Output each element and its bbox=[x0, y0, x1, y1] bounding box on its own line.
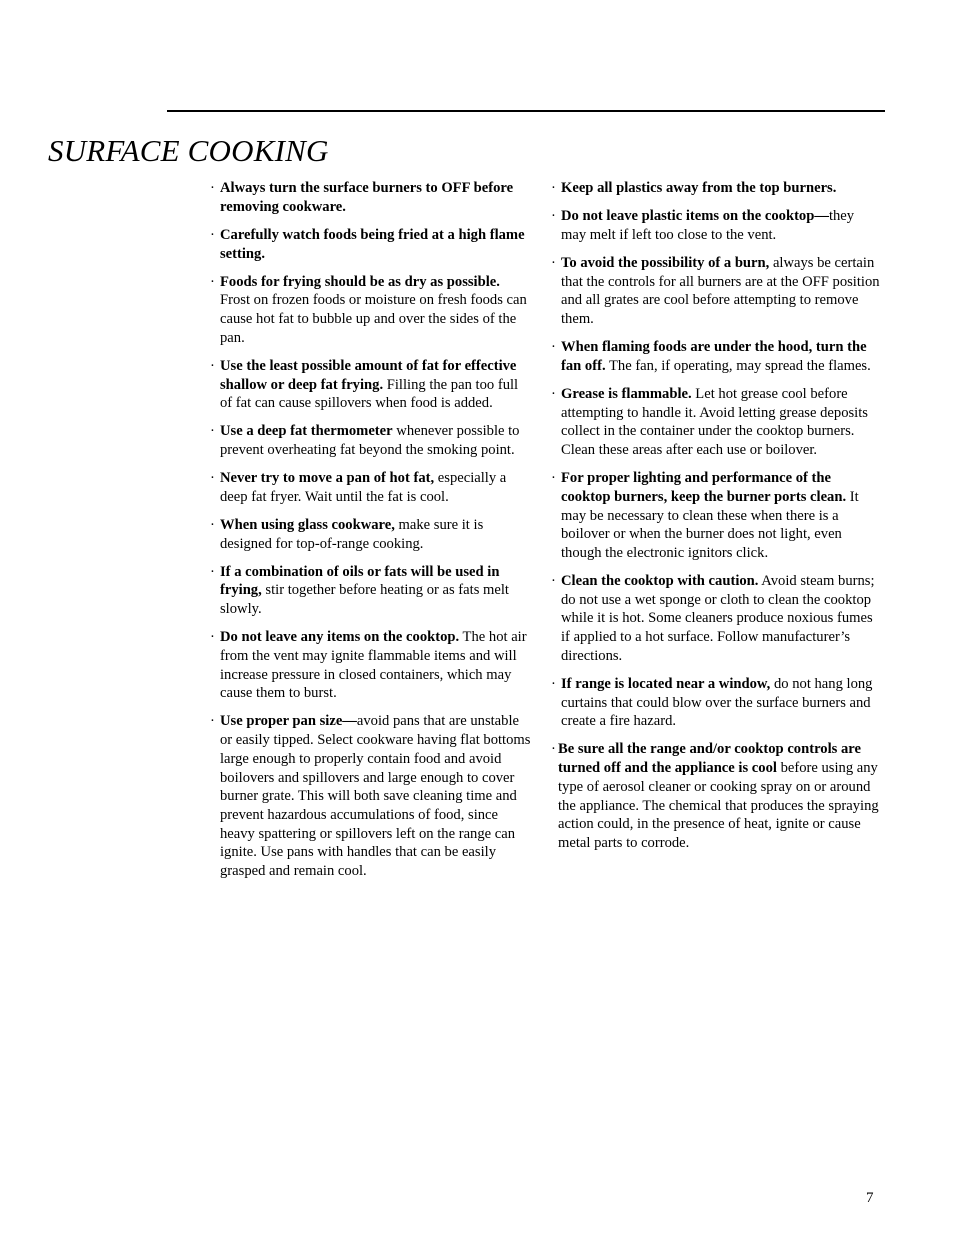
bullet: · bbox=[551, 254, 556, 271]
left-column bbox=[210, 179, 532, 890]
page-title: SURFACE COOKING bbox=[48, 133, 329, 168]
item-lead: Carefully watch foods being fried at a high flame setting. bbox=[220, 226, 525, 262]
bullet: · bbox=[210, 180, 215, 196]
bullet: · bbox=[551, 180, 556, 196]
list-item bbox=[210, 469, 532, 506]
bullet: · bbox=[551, 208, 556, 225]
bullet: · bbox=[551, 470, 556, 487]
right-column bbox=[551, 179, 881, 862]
item-lead: Use a deep fat thermometer bbox=[220, 423, 393, 440]
item-text: Let hot grease cool before attempting to handle it. Avoid letting grease deposits collect in the container under the cooktop burners. Clean these areas after each use or boilover. bbox=[561, 385, 868, 458]
bullet: · bbox=[551, 385, 556, 402]
bullet: · bbox=[210, 423, 215, 440]
item-text: always be certain that the controls for all burners are at the OFF position and all grates are cool before attempting to remove them. bbox=[561, 254, 880, 327]
list-item bbox=[210, 357, 532, 413]
item-lead: If a combination of oils or fats will be used in frying, bbox=[220, 563, 500, 599]
item-text: whenever possible to prevent overheating fat beyond the smoking point. bbox=[220, 423, 520, 458]
bullet: · bbox=[210, 470, 215, 487]
item-lead: When using glass cookware, bbox=[220, 516, 395, 533]
item-text: It may be necessary to clean these when there is a boilover or when the burner does not light, even though the electronic ignitors click. bbox=[561, 488, 859, 561]
item-lead: Use proper pan size— bbox=[220, 713, 357, 730]
bullet: · bbox=[551, 741, 556, 758]
list-item bbox=[551, 338, 881, 375]
item-lead: Never try to move a pan of hot fat, bbox=[220, 470, 435, 487]
item-lead: Foods for frying should be as dry as possible. bbox=[220, 273, 500, 290]
list-item bbox=[210, 628, 532, 703]
list-item bbox=[210, 273, 532, 348]
list-item bbox=[551, 385, 881, 460]
bullet: · bbox=[210, 226, 215, 243]
item-text: stir together before heating or as fats melt slowly. bbox=[220, 582, 509, 618]
list-item bbox=[210, 563, 532, 619]
list-item bbox=[551, 254, 881, 329]
bullet: · bbox=[210, 629, 215, 646]
item-lead: Clean the cooktop with caution. bbox=[561, 573, 759, 589]
list-item bbox=[551, 740, 881, 852]
item-lead: Do not leave any items on the cooktop. bbox=[220, 629, 460, 646]
item-text: before using any type of aerosol cleaner or cooking spray on or around the appliance. The chemical that produces the spraying action could, in the presence of heat, ignite or cause metal parts to corrode. bbox=[558, 760, 879, 851]
item-text: The fan, if operating, may spread the flames. bbox=[605, 357, 871, 374]
list-item bbox=[210, 179, 532, 216]
item-text: do not hang long curtains that could blow over the surface burners and create a fire hazard. bbox=[561, 675, 873, 730]
item-text: The hot air from the vent may ignite flammable items and will increase pressure in closed containers, which may cause them to burst. bbox=[220, 629, 527, 702]
item-text: especially a deep fat fryer. Wait until the fat is cool. bbox=[220, 470, 507, 505]
bullet: · bbox=[210, 563, 215, 580]
item-lead: Keep all plastics away from the top burners. bbox=[561, 180, 837, 196]
item-text: Frost on frozen foods or moisture on fresh foods can cause hot fat to bubble up and over the sides of the pan. bbox=[220, 292, 527, 346]
item-text: they may melt if left too close to the vent. bbox=[561, 208, 855, 243]
bullet: · bbox=[210, 357, 215, 374]
header-rule bbox=[167, 110, 885, 112]
item-lead: When flaming foods are under the hood, turn the fan off. bbox=[561, 339, 867, 374]
bullet: · bbox=[210, 713, 215, 730]
list-item bbox=[210, 226, 532, 263]
item-text: make sure it is designed for top-of-range cooking. bbox=[220, 516, 484, 552]
list-item bbox=[551, 207, 881, 244]
bullet: · bbox=[551, 339, 556, 356]
item-lead: For proper lighting and performance of the cooktop burners, keep the burner ports clean. bbox=[561, 470, 847, 505]
list-item bbox=[551, 469, 881, 563]
list-item bbox=[551, 675, 881, 731]
list-item bbox=[210, 422, 532, 459]
list-item bbox=[551, 179, 881, 198]
item-lead: Grease is flammable. bbox=[561, 385, 692, 402]
bullet: · bbox=[551, 675, 556, 692]
page-number: 7 bbox=[866, 1190, 874, 1206]
list-item bbox=[210, 712, 532, 880]
bullet: · bbox=[210, 516, 215, 533]
item-lead: If range is located near a window, bbox=[561, 675, 771, 692]
item-lead: Do not leave plastic items on the cooktop— bbox=[561, 208, 829, 225]
bullet: · bbox=[210, 273, 215, 290]
bullet: · bbox=[551, 573, 556, 589]
item-lead: To avoid the possibility of a burn, bbox=[561, 254, 770, 271]
item-lead: Be sure all the range and/or cooktop controls are turned off and the appliance is cool bbox=[558, 741, 861, 777]
list-item bbox=[551, 572, 881, 666]
item-text: Avoid steam burns; do not use a wet sponge or cloth to clean the cooktop while it is hot. Some cleaners produce noxious fumes if applied to a hot surface. Follow manufacturer’s directions. bbox=[561, 573, 875, 664]
item-lead: Always turn the surface burners to OFF before removing cookware. bbox=[220, 180, 514, 215]
item-text: avoid pans that are unstable or easily tipped. Select cookware having flat bottoms large enough to properly contain food and avoid boilovers and spillovers and large enough to cover burner grate. This will both save cleaning time and prevent hazardous accumulations of food, since heavy spattering or spillovers left on the range can ignite. Use pans with handles that can be easily grasped and remain cool. bbox=[220, 713, 531, 880]
list-item bbox=[210, 516, 532, 553]
item-lead: Use the least possible amount of fat for effective shallow or deep fat frying. bbox=[220, 357, 517, 393]
item-text: Filling the pan too full of fat can cause spillovers when food is added. bbox=[220, 376, 519, 412]
